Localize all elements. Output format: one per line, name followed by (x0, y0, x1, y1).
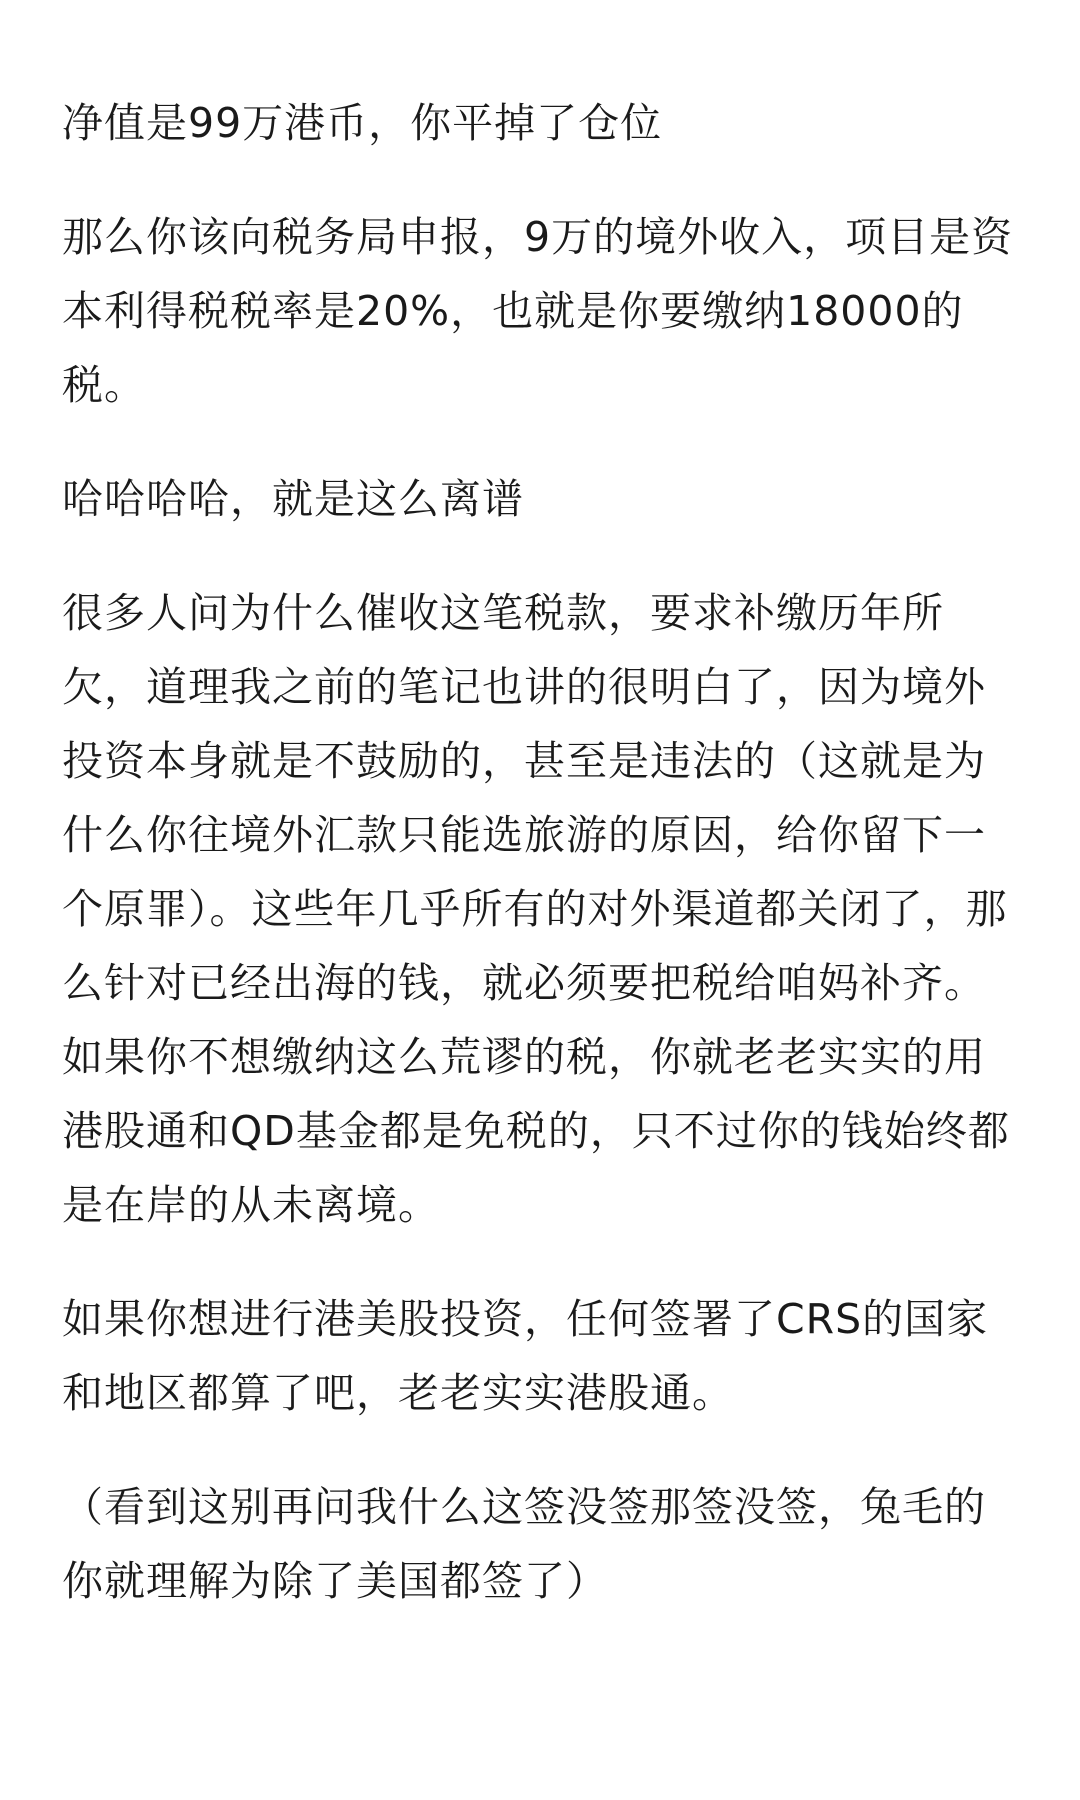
paragraph-laugh: 哈哈哈哈，就是这么离谱 (62, 475, 524, 523)
paragraph-tax-declaration: 那么你该向税务局申报，9万的境外收入，项目是资本利得税税率是20%，也就是你要缴纳18000的税。 (62, 213, 1014, 409)
paragraph-note: （看到这别再问我什么这签没签那签没签，兔毛的你就理解为除了美国都签了） (62, 1483, 986, 1605)
paragraph-explanation: 很多人问为什么催收这笔税款，要求补缴历年所欠，道理我之前的笔记也讲的很明白了，因为境外投资本身就是不鼓励的，甚至是违法的（这就是为什么你往境外汇款只能选旅游的原因，给你留下一个原罪）。这些年几乎所有的对外渠道都关闭了，那么针对已经出海的钱，就必须要把税给咱妈补齐。如果你不想缴纳这么荒谬的税，你就老老实实的用港股通和QD基金都是免税的，只不过你的钱始终都是在岸的从未离境。 (62, 589, 1010, 1229)
paragraph-net-value: 净值是99万港币，你平掉了仓位 (62, 99, 663, 147)
article-body (62, 86, 1022, 1658)
paragraph-advice: 如果你想进行港美股投资，任何签署了CRS的国家和地区都算了吧，老老实实港股通。 (62, 1295, 989, 1417)
